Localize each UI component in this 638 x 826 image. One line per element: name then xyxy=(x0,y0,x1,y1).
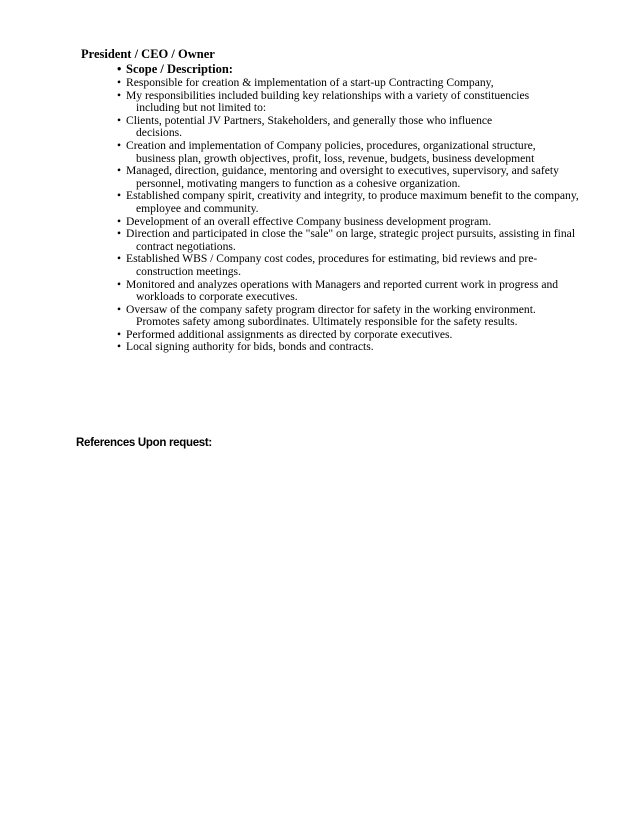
bullet-text: My responsibilities included building key relationships with a variety of constituencies xyxy=(126,88,530,102)
bullet-icon: • xyxy=(117,340,122,354)
bullet-continuation-text: construction meetings. xyxy=(136,264,241,278)
bullet-icon: • xyxy=(117,189,122,203)
bullet-icon: • xyxy=(117,76,122,89)
bullet-continuation-text: including but not limited to: xyxy=(136,101,267,115)
scope-heading: Scope / Description: xyxy=(126,62,233,76)
list-item xyxy=(117,304,587,329)
bullet-continuation-text: workloads to corporate executives. xyxy=(136,290,298,304)
list-item xyxy=(117,253,587,278)
bullet-text: Oversaw of the company safety program director for safety in the working environment. xyxy=(126,302,536,316)
bullet-text: Responsible for creation & implementation of a start-up Contracting Company, xyxy=(126,76,494,89)
bullet-icon: • xyxy=(117,227,122,241)
bullet-continuation-text: contract negotiations. xyxy=(136,239,236,253)
list-item xyxy=(117,341,587,354)
bullet-icon: • xyxy=(117,88,122,102)
bullet-text: Established company spirit, creativity and integrity, to produce maximum benefit to the company, xyxy=(126,189,579,203)
bullet-text: Managed, direction, guidance, mentoring and oversight to executives, supervisory, and safety xyxy=(126,164,559,178)
list-item xyxy=(117,115,587,140)
bullet-icon: • xyxy=(117,252,122,266)
list-item xyxy=(117,90,587,115)
list-item xyxy=(117,140,587,165)
bullet-icon: • xyxy=(117,138,122,152)
bullet-icon: • xyxy=(117,327,122,341)
bullet-text: Development of an overall effective Company business development program. xyxy=(126,214,492,228)
bullet-continuation-text: Promotes safety among subordinates. Ultimately responsible for the safety results. xyxy=(136,315,518,329)
bullet-text: Performed additional assignments as directed by corporate executives. xyxy=(126,327,453,341)
bullet-text: Established WBS / Company cost codes, procedures for estimating, bid reviews and pre- xyxy=(126,252,538,266)
references-note: References Upon request: xyxy=(76,437,212,449)
job-title: President / CEO / Owner xyxy=(81,47,215,61)
bullet-text: Clients, potential JV Partners, Stakeholders, and generally those who influence xyxy=(126,113,493,127)
bullet-text: Monitored and analyzes operations with Managers and reported current work in progress and xyxy=(126,277,559,291)
bullet-continuation-text: employee and community. xyxy=(136,201,259,215)
responsibilities-list xyxy=(117,62,587,354)
bullet-icon: • xyxy=(117,277,122,291)
scope-heading-item xyxy=(117,62,587,76)
list-item xyxy=(117,279,587,304)
bullet-icon: • xyxy=(117,62,122,76)
list-item xyxy=(117,165,587,190)
bullet-icon: • xyxy=(117,302,122,316)
bullet-icon: • xyxy=(117,113,122,127)
bullet-text: Creation and implementation of Company policies, procedures, organizational structure, xyxy=(126,138,536,152)
list-item xyxy=(117,190,587,215)
bullet-continuation-text: personnel, motivating mangers to function as a cohesive organization. xyxy=(136,176,461,190)
bullet-continuation-text: decisions. xyxy=(136,126,183,140)
bullet-text: Direction and participated in close the "sale" on large, strategic project pursuits, assisting in final xyxy=(126,227,576,241)
bullet-icon: • xyxy=(117,214,122,228)
list-item xyxy=(117,228,587,253)
bullet-icon: • xyxy=(117,164,122,178)
bullet-text: Local signing authority for bids, bonds and contracts. xyxy=(126,340,374,354)
bullet-continuation-text: business plan, growth objectives, profit, loss, revenue, budgets, business development xyxy=(136,151,535,165)
